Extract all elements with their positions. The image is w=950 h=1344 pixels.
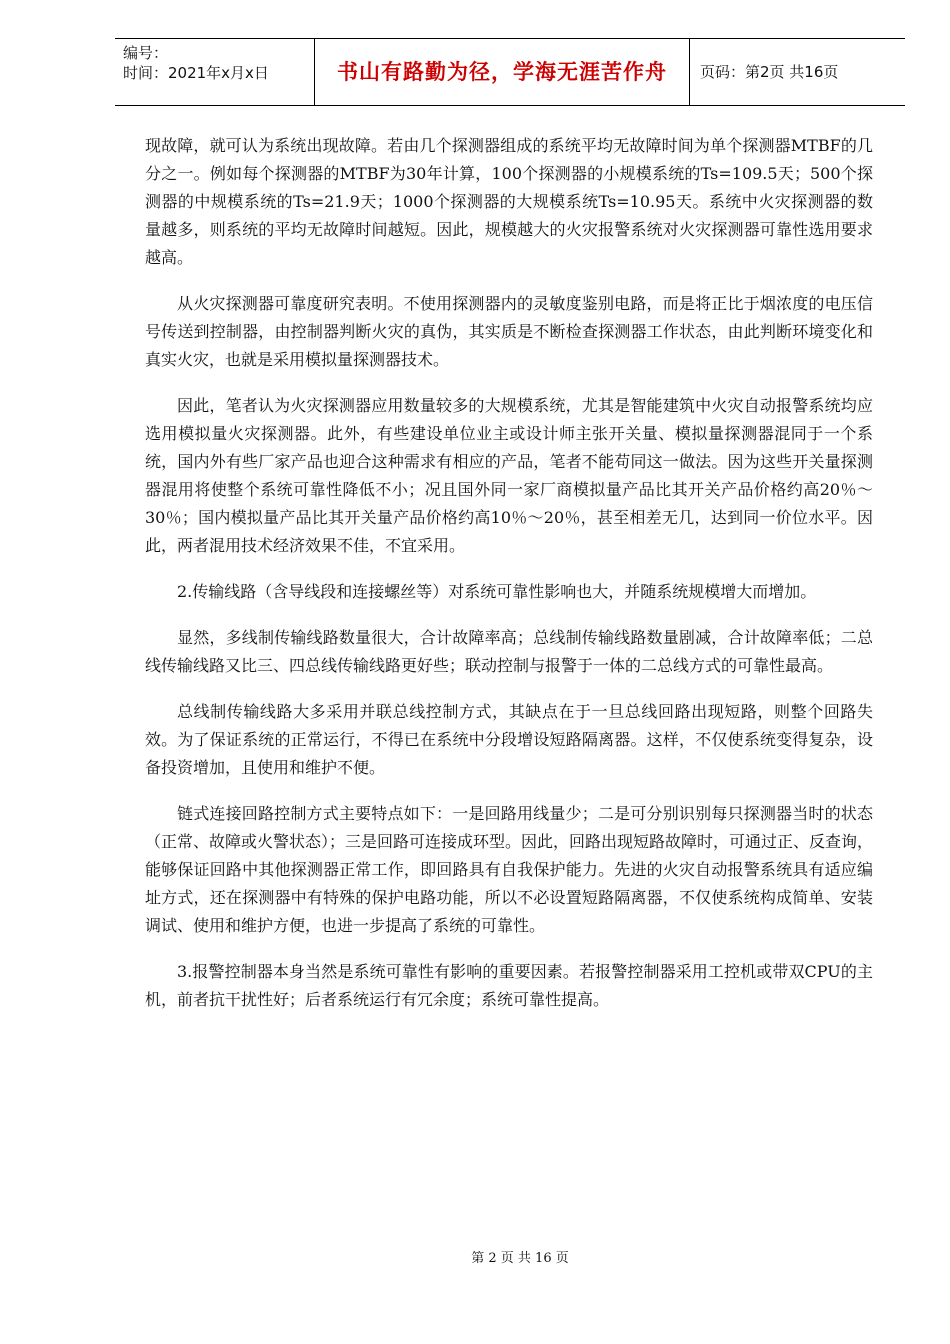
header-page-code: 页码：第2页 共16页 [700, 63, 839, 81]
paragraph: 从火灾探测器可靠度研究表明。不使用探测器内的灵敏度鉴别电路，而是将正比于烟浓度的电压信号传送到控制器，由控制器判断火灾的真伪，其实质是不断检查探测器工作状态，由此判断环境变化和真实火灾，也就是采用模拟量探测器技术。 [145, 294, 873, 369]
header-page-cell [690, 39, 905, 105]
paragraph: 2.传输线路（含导线段和连接螺丝等）对系统可靠性影响也大，并随系统规模增大而增加。 [177, 582, 817, 601]
time-label: 时间：2021年x月x日 [123, 64, 269, 82]
paragraph: 显然，多线制传输线路数量很大，合计故障率高；总线制传输线路数量剧减，合计故障率低；二总线传输线路又比三、四总线传输线路更好些；联动控制与报警于一体的二总线方式的可靠性最高。 [145, 628, 873, 675]
header-motto: 书山有路勤为径，学海无涯苦作舟 [337, 60, 667, 84]
document-body [145, 132, 873, 1032]
page-footer: 第 2 页 共 16 页 [471, 1251, 569, 1266]
page-header [115, 38, 905, 106]
number-label: 编号： [123, 44, 169, 62]
paragraph: 因此，笔者认为火灾探测器应用数量较多的大规模系统，尤其是智能建筑中火灾自动报警系统均应选用模拟量火灾探测器。此外，有些建设单位业主或设计师主张开关量、模拟量探测器混同于一个系统，国内外有些厂家产品也迎合这种需求有相应的产品，笔者不能苟同这一做法。因为这些开关量探测器混用将使整个系统可靠性降低不小；况且国外同一家厂商模拟量产品比其开关产品价格约高20％～30％；国内模拟量产品比其开关量产品价格约高10％～20％，甚至相差无几，达到同一价位水平。因此，两者混用技术经济效果不佳，不宜采用。 [145, 396, 873, 555]
paragraph: 总线制传输线路大多采用并联总线控制方式，其缺点在于一旦总线回路出现短路，则整个回路失效。为了保证系统的正常运行，不得已在系统中分段增设短路隔离器。这样，不仅使系统变得复杂，设备投资增加，且使用和维护不便。 [145, 702, 873, 777]
paragraph: 链式连接回路控制方式主要特点如下：一是回路用线量少；二是可分别识别每只探测器当时的状态（正常、故障或火警状态）；三是回路可连接成环型。因此，回路出现短路故障时，可通过正、反查询，能够保证回路中其他探测器正常工作，即回路具有自我保护能力。先进的火灾自动报警系统具有适应编址方式，还在探测器中有特殊的保护电路功能，所以不必设置短路隔离器，不仅使系统构成简单、安装调试、使用和维护方便，也进一步提高了系统的可靠性。 [145, 804, 874, 935]
header-motto-cell [315, 39, 690, 105]
paragraph: 3.报警控制器本身当然是系统可靠性有影响的重要因素。若报警控制器采用工控机或带双CPU的主机，前者抗干扰性好；后者系统运行有冗余度；系统可靠性提高。 [145, 962, 873, 1009]
paragraph-continuation: 现故障，就可认为系统出现故障。若由几个探测器组成的系统平均无故障时间为单个探测器MTBF的几分之一。例如每个探测器的MTBF为30年计算，100个探测器的小规模系统的Ts=109.5天；500个探测器的中规模系统的Ts=21.9天；1000个探测器的大规模系统Ts=10.95天。系统中火灾探测器的数量越多，则系统的平均无故障时间越短。因此，规模越大的火灾报警系统对火灾探测器可靠性选用要求越高。 [145, 136, 873, 267]
header-meta-cell [115, 39, 315, 105]
